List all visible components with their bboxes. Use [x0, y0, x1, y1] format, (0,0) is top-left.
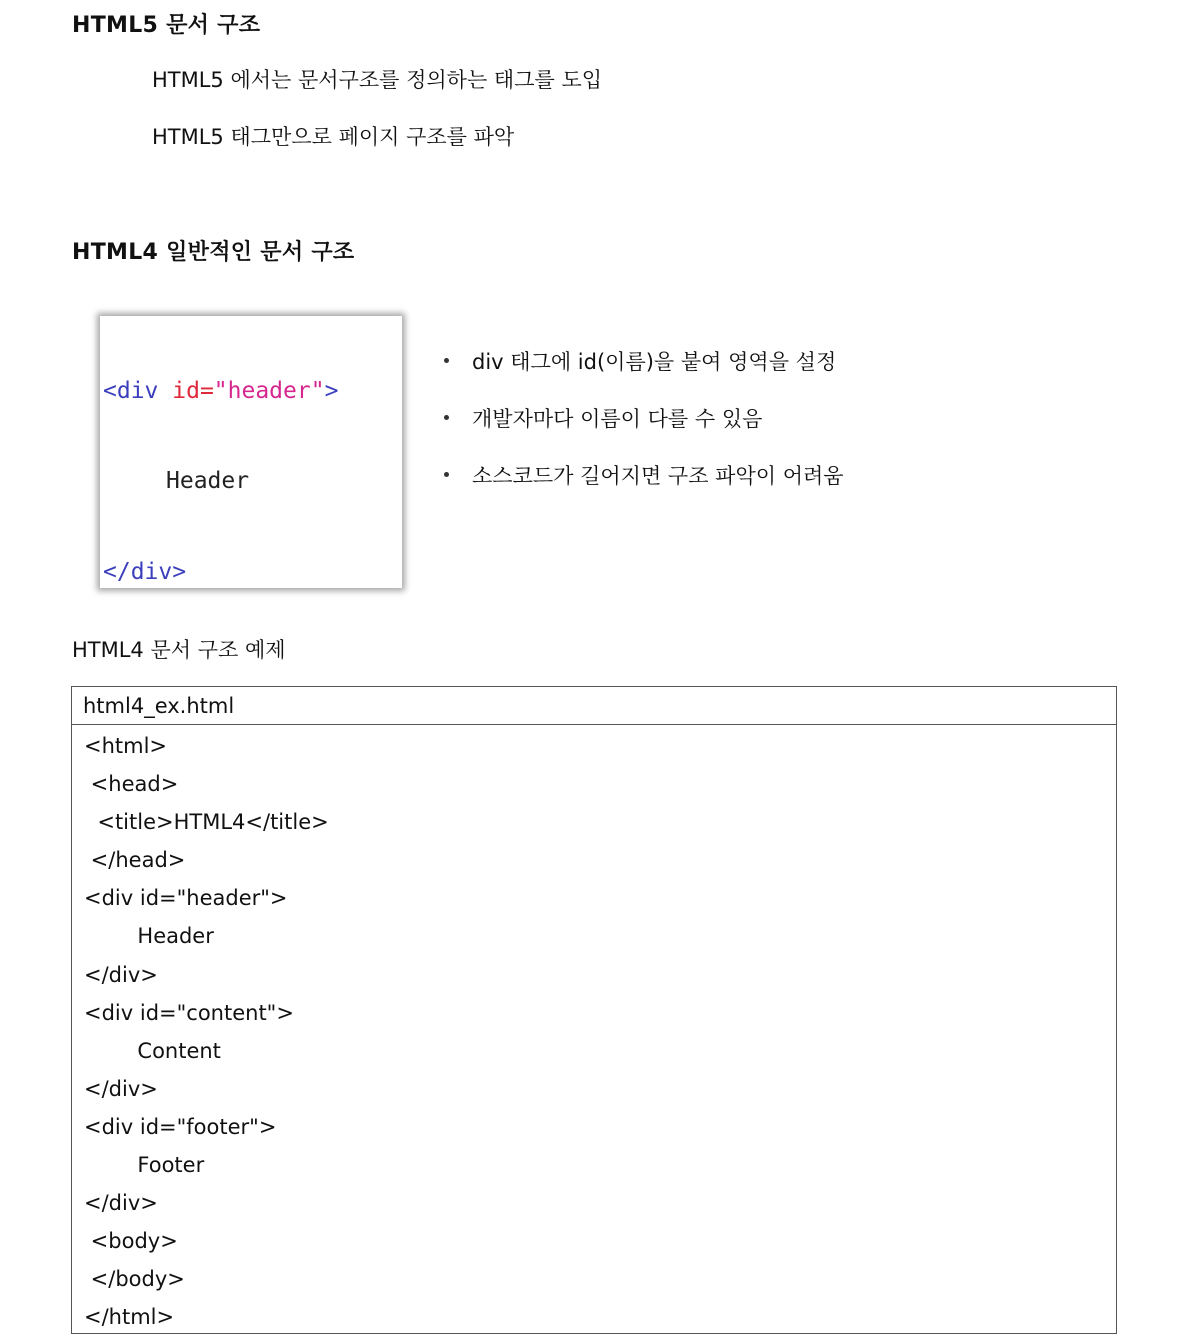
example-code-table	[71, 686, 1117, 1334]
code-row: <div id="content">	[84, 1000, 294, 1025]
bullet-dot-icon	[444, 472, 449, 477]
code-row: </html>	[84, 1305, 175, 1330]
code-row: </div>	[84, 1076, 158, 1101]
list-item: div 태그에 id(이름)을 붙여 영역을 설정	[440, 346, 844, 403]
section-title-html4: HTML4 일반적인 문서 구조	[72, 240, 355, 265]
html5-line-2: HTML5 태그만으로 페이지 구조를 파악	[152, 125, 515, 149]
list-item: 개발자마다 이름이 다를 수 있음	[440, 403, 844, 460]
html4-code-image	[100, 316, 402, 588]
code-line: Header	[166, 468, 250, 495]
code-row: <html>	[84, 734, 168, 758]
code-row: <div id="footer">	[84, 1114, 277, 1139]
example-code-body	[72, 725, 1116, 1337]
section-title-example: HTML4 문서 구조 예제	[72, 638, 286, 662]
section-title-html5: HTML5 문서 구조	[72, 13, 261, 38]
code-line: </div>	[103, 558, 187, 585]
html5-line-1: HTML5 에서는 문서구조를 정의하는 태그를 도입	[152, 68, 603, 92]
code-row: <head>	[84, 772, 179, 797]
code-row: <title>HTML4</title>	[84, 810, 329, 835]
code-row: </div>	[84, 1191, 158, 1216]
bullet-dot-icon	[444, 415, 449, 420]
code-line: <div id="header">	[103, 378, 339, 405]
code-row: Header	[84, 924, 214, 949]
code-row: <div id="header">	[84, 886, 288, 911]
code-row: Footer	[84, 1153, 205, 1178]
html4-bullet-list	[440, 346, 844, 517]
list-item: 소스코드가 길어지면 구조 파악이 어려움	[440, 460, 844, 517]
code-row: </head>	[84, 848, 186, 873]
code-row: </div>	[84, 962, 158, 987]
code-row: </body>	[84, 1267, 185, 1292]
code-row: <body>	[84, 1229, 178, 1254]
code-row: Content	[84, 1038, 221, 1063]
example-filename: html4_ex.html	[72, 687, 1116, 725]
bullet-dot-icon	[444, 358, 449, 363]
